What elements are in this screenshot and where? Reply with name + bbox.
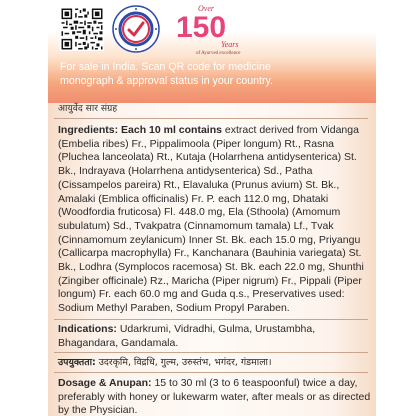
sale-notice-line: For sale in India. Scan QR code for medicine [60,61,271,73]
dosage-heading: Dosage & Anupan: [58,377,152,389]
anniversary-number: 150 [176,11,227,44]
ingredients-line: (Pluchea lanceolata) Rt., Kutaja (Holarrhena antidysenterica) St. [58,151,357,164]
qr-code-icon[interactable] [60,7,104,51]
header-band [48,0,376,103]
anniversary-tagline: of Ayurved excellence [196,51,241,56]
dosage-section [58,377,370,416]
upayuktata-text: उदरकृमि, विद्रधि, गुल्म, उरुस्तंभ, भगंदर, गंडमाला। [95,357,272,368]
quality-seal-logo [112,5,160,53]
indications-heading: Indications: [58,323,117,335]
medicine-label [48,0,376,416]
dosage-line: preferably with honey or lukewarm water, after meals or as directed [58,390,371,403]
ingredients-line: (Zingiber officinale) Rz., Maricha (Piper nigrum) Fr., Pippali (Piper [58,274,362,287]
dosage-line: by the Physician. [58,404,138,416]
ingredients-line: (Callicarpa macrophylla) Fr., Kanchanara (Bauhinia variegata) St. [58,247,362,260]
ingredients-line: (Woodfordia fruticosa) Fl. 448.0 mg, Ela (Sthoola) (Amomum [58,206,341,219]
indications-section [58,323,370,350]
ingredients-line: Amalaki (Emblica officinalis) Fr. P. each 112.0 mg, Dhataki [58,192,329,205]
indications-line: Bhagandara, Gandamala. [58,336,179,349]
divider [54,118,368,119]
ingredients-line: Sodium Methyl Paraben, Sodium Propyl Paraben. [58,302,290,315]
divider [54,372,368,373]
ingredients-line: (Cissampelos pareira) Rt., Elavaluka (Prunus avium) St. Bk., [58,178,340,191]
anniversary-logo [174,2,260,56]
ingredients-line: Bk., Lodhra (Symplocos racemosa) St. Bk. each 22.0 mg, Shunthi [58,261,364,274]
divider [54,319,368,320]
ingredients-heading: Ingredients: Each 10 ml contains [58,124,222,136]
sanskrit-title: आयुर्वेद सार संग्रह [58,103,118,114]
anniversary-over: Over [198,4,214,13]
sale-notice-line: monograph & approval status in your country. [60,75,273,87]
ingredients-line: (Cinnamomum zeylanicum) Inner St. Bk. each 15.0 mg, Priyangu [58,233,361,246]
sale-notice [60,60,370,88]
ingredients-section [58,124,370,316]
ingredients-line: (Embelia ribes) Fr., Pippalimoola (Piper longum) Rt., Rasna [58,137,335,150]
ingredients-line: Bk., Indrayava (Holarrhena antidysenterica) Sd., Patha [58,165,313,178]
anniversary-years: Years [221,40,239,49]
dosage-line: 15 to 30 ml (3 to 6 teaspoonful) twice a day, [151,377,358,389]
upayuktata-heading: उपयुक्तता: [58,357,96,368]
qr-code-graphic [60,7,104,51]
divider [54,352,368,353]
ingredients-line: longum) Fr. each 60.0 mg and Guda q.s., Preservatives used: [58,288,345,301]
ingredients-line: extract derived from Vidanga [221,124,359,136]
upayuktata-section [58,356,370,370]
indications-line: Udarkrumi, Vidradhi, Gulma, Urustambha, [116,323,316,335]
ingredients-line: subulatum) Sd., Tvakpatra (Cinnamomum tamala) Lf., Tvak [58,219,334,232]
